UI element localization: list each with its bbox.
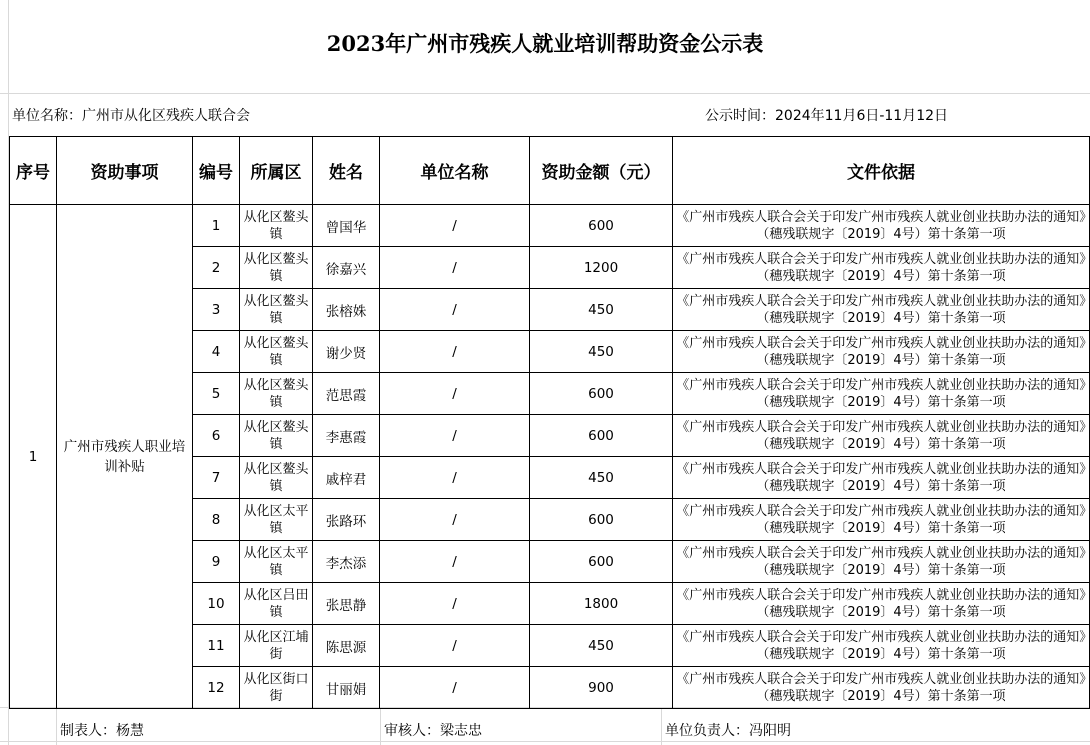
- row-number: 3: [193, 289, 240, 331]
- row-number: 8: [193, 499, 240, 541]
- row-amount: 900: [530, 667, 673, 709]
- row-basis: 《广州市残疾人联合会关于印发广州市残疾人就业创业扶助办法的通知》（穗残联规字〔2019〕4号）第十条第一项: [673, 331, 1090, 373]
- row-name: 曾国华: [313, 205, 380, 247]
- column-header: 资助金额（元）: [530, 137, 673, 205]
- row-unit: /: [380, 289, 530, 331]
- row-amount: 600: [530, 205, 673, 247]
- row-unit: /: [380, 625, 530, 667]
- row-amount: 450: [530, 331, 673, 373]
- row-number: 2: [193, 247, 240, 289]
- row-area: 从化区鳌头镇: [240, 205, 313, 247]
- row-unit: /: [380, 583, 530, 625]
- row-number: 10: [193, 583, 240, 625]
- row-number: 6: [193, 415, 240, 457]
- row-name: 陈思源: [313, 625, 380, 667]
- funding-table: [9, 136, 1090, 709]
- grid-line: [380, 707, 381, 745]
- header-row: [10, 137, 1090, 205]
- row-basis: 《广州市残疾人联合会关于印发广州市残疾人就业创业扶助办法的通知》（穗残联规字〔2019〕4号）第十条第一项: [673, 373, 1090, 415]
- row-area: 从化区吕田镇: [240, 583, 313, 625]
- row-name: 张路环: [313, 499, 380, 541]
- grid-line: [56, 707, 57, 745]
- column-header: 单位名称: [380, 137, 530, 205]
- row-area: 从化区鳌头镇: [240, 289, 313, 331]
- row-amount: 600: [530, 541, 673, 583]
- row-number: 1: [193, 205, 240, 247]
- row-basis: 《广州市残疾人联合会关于印发广州市残疾人就业创业扶助办法的通知》（穗残联规字〔2019〕4号）第十条第一项: [673, 667, 1090, 709]
- row-name: 范思霞: [313, 373, 380, 415]
- column-header: 编号: [193, 137, 240, 205]
- row-area: 从化区街口街: [240, 667, 313, 709]
- row-amount: 600: [530, 415, 673, 457]
- row-name: 李惠霞: [313, 415, 380, 457]
- reviewer-label: 审核人：梁志忠: [384, 723, 482, 739]
- group-item: 广州市残疾人职业培训补贴: [57, 205, 193, 709]
- row-number: 4: [193, 331, 240, 373]
- row-area: 从化区江埔街: [240, 625, 313, 667]
- table-body: [10, 205, 1090, 709]
- row-basis: 《广州市残疾人联合会关于印发广州市残疾人就业创业扶助办法的通知》（穗残联规字〔2019〕4号）第十条第一项: [673, 625, 1090, 667]
- row-basis: 《广州市残疾人联合会关于印发广州市残疾人就业创业扶助办法的通知》（穗残联规字〔2019〕4号）第十条第一项: [673, 499, 1090, 541]
- row-area: 从化区鳌头镇: [240, 331, 313, 373]
- row-name: 徐嘉兴: [313, 247, 380, 289]
- grid-line: [0, 93, 1090, 94]
- column-header: 姓名: [313, 137, 380, 205]
- row-basis: 《广州市残疾人联合会关于印发广州市残疾人就业创业扶助办法的通知》（穗残联规字〔2019〕4号）第十条第一项: [673, 541, 1090, 583]
- table-row: [10, 205, 1090, 247]
- row-unit: /: [380, 499, 530, 541]
- row-basis: 《广州市残疾人联合会关于印发广州市残疾人就业创业扶助办法的通知》（穗残联规字〔2019〕4号）第十条第一项: [673, 457, 1090, 499]
- row-basis: 《广州市残疾人联合会关于印发广州市残疾人就业创业扶助办法的通知》（穗残联规字〔2019〕4号）第十条第一项: [673, 415, 1090, 457]
- row-number: 12: [193, 667, 240, 709]
- row-number: 11: [193, 625, 240, 667]
- row-amount: 450: [530, 625, 673, 667]
- row-amount: 1200: [530, 247, 673, 289]
- column-header: 资助事项: [57, 137, 193, 205]
- row-amount: 600: [530, 499, 673, 541]
- row-unit: /: [380, 205, 530, 247]
- row-unit: /: [380, 541, 530, 583]
- row-unit: /: [380, 667, 530, 709]
- unit-head-label: 单位负责人：冯阳明: [665, 723, 791, 739]
- row-number: 7: [193, 457, 240, 499]
- row-unit: /: [380, 247, 530, 289]
- row-basis: 《广州市残疾人联合会关于印发广州市残疾人就业创业扶助办法的通知》（穗残联规字〔2019〕4号）第十条第一项: [673, 205, 1090, 247]
- row-amount: 450: [530, 457, 673, 499]
- column-header: 所属区: [240, 137, 313, 205]
- group-seq: 1: [10, 205, 57, 709]
- row-number: 5: [193, 373, 240, 415]
- row-name: 李杰添: [313, 541, 380, 583]
- row-name: 戚梓君: [313, 457, 380, 499]
- row-basis: 《广州市残疾人联合会关于印发广州市残疾人就业创业扶助办法的通知》（穗残联规字〔2019〕4号）第十条第一项: [673, 583, 1090, 625]
- row-unit: /: [380, 457, 530, 499]
- row-amount: 450: [530, 289, 673, 331]
- row-number: 9: [193, 541, 240, 583]
- row-area: 从化区鳌头镇: [240, 457, 313, 499]
- row-area: 从化区鳌头镇: [240, 373, 313, 415]
- row-unit: /: [380, 331, 530, 373]
- row-area: 从化区太平镇: [240, 499, 313, 541]
- row-name: 张思静: [313, 583, 380, 625]
- period-label: 公示时间：2024年11月6日-11月12日: [705, 108, 949, 124]
- row-basis: 《广州市残疾人联合会关于印发广州市残疾人就业创业扶助办法的通知》（穗残联规字〔2019〕4号）第十条第一项: [673, 247, 1090, 289]
- row-unit: /: [380, 373, 530, 415]
- column-header: 文件依据: [673, 137, 1090, 205]
- row-area: 从化区鳌头镇: [240, 247, 313, 289]
- column-header: 序号: [10, 137, 57, 205]
- row-amount: 1800: [530, 583, 673, 625]
- row-area: 从化区太平镇: [240, 541, 313, 583]
- row-unit: /: [380, 415, 530, 457]
- row-amount: 600: [530, 373, 673, 415]
- preparer-label: 制表人：杨慧: [60, 723, 144, 739]
- page-title: 2023年广州市残疾人就业培训帮助资金公示表: [326, 31, 764, 56]
- row-name: 谢少贤: [313, 331, 380, 373]
- row-area: 从化区鳌头镇: [240, 415, 313, 457]
- unit-label: 单位名称：广州市从化区残疾人联合会: [12, 108, 250, 124]
- row-basis: 《广州市残疾人联合会关于印发广州市残疾人就业创业扶助办法的通知》（穗残联规字〔2019〕4号）第十条第一项: [673, 289, 1090, 331]
- grid-line: [661, 707, 662, 745]
- row-name: 甘丽娟: [313, 667, 380, 709]
- row-name: 张榕姝: [313, 289, 380, 331]
- grid-line: [0, 741, 1090, 742]
